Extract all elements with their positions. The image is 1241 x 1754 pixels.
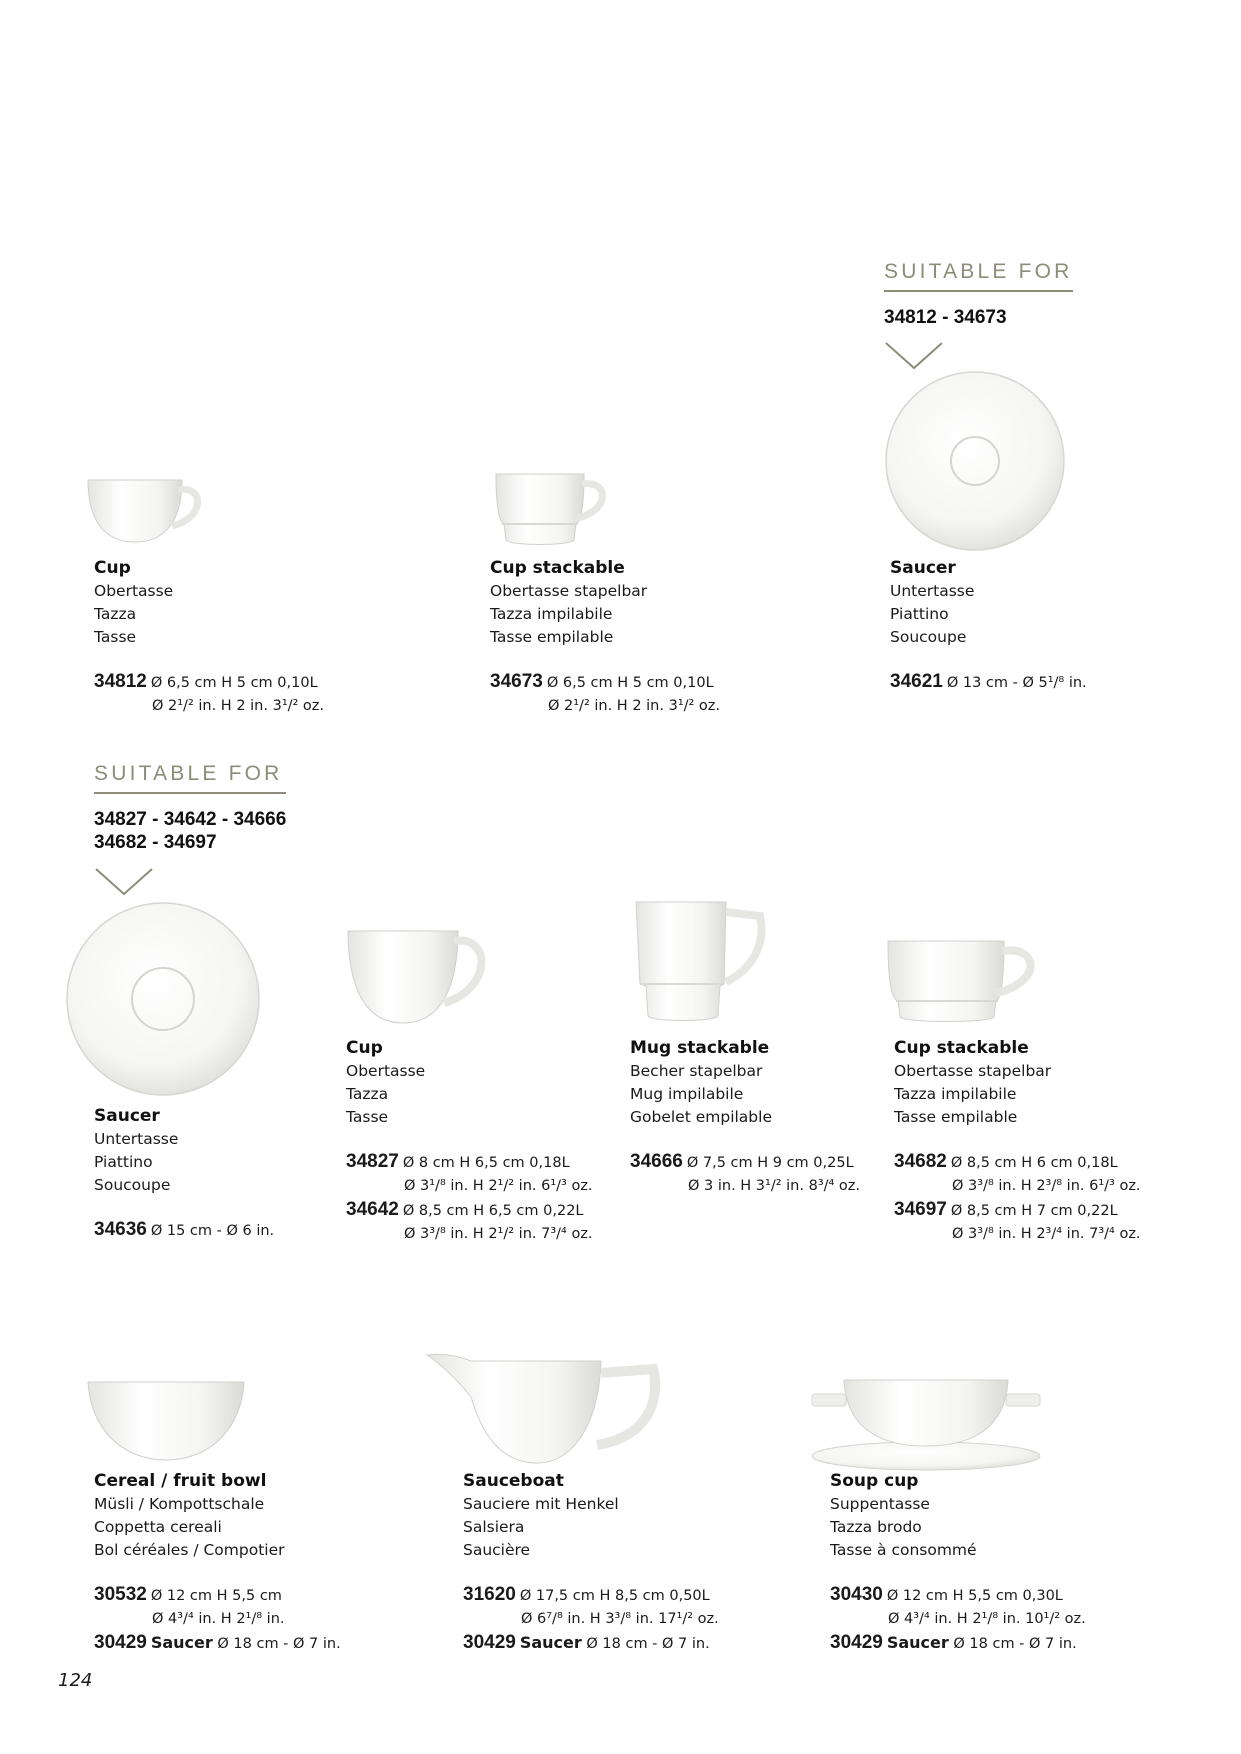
product-name: Soup cup bbox=[830, 1471, 919, 1491]
spec-imperial: Ø 3³/⁸ in. H 2³/⁸ in. 6¹/³ oz. bbox=[952, 1178, 1141, 1194]
product-translations bbox=[890, 580, 974, 649]
chevron-down-icon bbox=[884, 340, 944, 372]
product-saucer-34621 bbox=[890, 557, 974, 649]
suitable-for-codes bbox=[884, 306, 1073, 329]
saucer-spec: Ø 18 cm - Ø 7 in. bbox=[217, 1636, 341, 1652]
spec-metric: Ø 8 cm H 6,5 cm 0,18L bbox=[402, 1155, 570, 1171]
cup-stackable-image bbox=[886, 935, 1046, 1029]
spec-imperial: Ø 3³/⁸ in. H 2¹/² in. 7³/⁴ oz. bbox=[404, 1226, 593, 1242]
spec-imperial: Ø 6⁷/⁸ in. H 3³/⁸ in. 17¹/² oz. bbox=[521, 1611, 719, 1627]
cup-image bbox=[86, 470, 206, 550]
product-translation: Gobelet empilable bbox=[630, 1108, 772, 1126]
product-translation: Saucière bbox=[463, 1541, 531, 1559]
suitable-for-code-line: 34827 - 34642 - 34666 bbox=[94, 809, 287, 830]
product-translations bbox=[894, 1060, 1051, 1129]
suitable-for-codes bbox=[94, 808, 286, 854]
product-name: Mug stackable bbox=[630, 1038, 770, 1058]
product-translation: Becher stapelbar bbox=[630, 1062, 763, 1080]
product-translation: Tasse à consommé bbox=[830, 1541, 977, 1559]
saucer-code: 30429 bbox=[830, 1632, 883, 1653]
product-translations bbox=[94, 580, 173, 649]
product-spec bbox=[463, 1583, 719, 1656]
spec-imperial: Ø 2¹/² in. H 2 in. 3¹/² oz. bbox=[548, 698, 721, 714]
product-translations bbox=[94, 1493, 285, 1562]
product-translations bbox=[463, 1493, 619, 1562]
spec-imperial: Ø 2¹/² in. H 2 in. 3¹/² oz. bbox=[152, 698, 325, 714]
spec-metric: Ø 8,5 cm H 6 cm 0,18L bbox=[950, 1155, 1118, 1171]
suitable-for-code-line: 34812 - 34673 bbox=[884, 307, 1007, 328]
product-translation: Soucoupe bbox=[890, 628, 967, 646]
article-code: 34636 bbox=[94, 1219, 147, 1240]
spec-imperial: Ø 3³/⁸ in. H 2³/⁴ in. 7³/⁴ oz. bbox=[952, 1226, 1141, 1242]
product-translation: Tasse empilable bbox=[490, 628, 614, 646]
product-name: Cup bbox=[94, 558, 131, 578]
article-code: 34812 bbox=[94, 671, 147, 692]
saucer-spec: Ø 18 cm - Ø 7 in. bbox=[953, 1636, 1077, 1652]
product-translation: Tasse bbox=[346, 1108, 389, 1126]
product-translations bbox=[346, 1060, 425, 1129]
suitable-for-title: SUITABLE FOR bbox=[94, 762, 286, 794]
saucer-code: 30429 bbox=[94, 1632, 147, 1653]
article-code: 34697 bbox=[894, 1199, 947, 1220]
product-cup-34812 bbox=[94, 557, 173, 649]
product-spec bbox=[490, 670, 720, 718]
product-spec bbox=[830, 1583, 1086, 1656]
saucer-label: Saucer bbox=[150, 1633, 213, 1652]
article-code: 30532 bbox=[94, 1584, 147, 1605]
saucer-code: 30429 bbox=[463, 1632, 516, 1653]
article-code: 34621 bbox=[890, 671, 943, 692]
product-translation: Tazza impilabile bbox=[490, 605, 613, 623]
spec-metric: Ø 8,5 cm H 6,5 cm 0,22L bbox=[402, 1203, 584, 1219]
product-cereal-bowl-30532 bbox=[94, 1470, 285, 1562]
product-translation: Suppentasse bbox=[830, 1495, 930, 1513]
spec-metric: Ø 6,5 cm H 5 cm 0,10L bbox=[150, 675, 318, 691]
article-code: 34682 bbox=[894, 1151, 947, 1172]
product-translation: Obertasse bbox=[94, 582, 174, 600]
saucer-label: Saucer bbox=[519, 1633, 582, 1652]
product-translation: Tasse empilable bbox=[894, 1108, 1018, 1126]
product-translation: Piattino bbox=[890, 605, 949, 623]
product-name: Sauceboat bbox=[463, 1471, 564, 1491]
spec-metric: Ø 12 cm H 5,5 cm 0,30L bbox=[886, 1588, 1063, 1604]
article-code: 34666 bbox=[630, 1151, 683, 1172]
product-name: Cup bbox=[346, 1038, 383, 1058]
product-translation: Mug impilabile bbox=[630, 1085, 744, 1103]
spec-imperial: Ø 4³/⁴ in. H 2¹/⁸ in. 10¹/² oz. bbox=[888, 1611, 1086, 1627]
spec-metric: Ø 13 cm - Ø 5¹/⁸ in. bbox=[946, 675, 1087, 691]
product-translation: Untertasse bbox=[94, 1130, 179, 1148]
product-spec bbox=[890, 670, 1087, 695]
product-cup-stackable-34682 bbox=[894, 1037, 1051, 1129]
product-translation: Tazza impilabile bbox=[894, 1085, 1017, 1103]
cup-stackable-image bbox=[490, 466, 614, 552]
suitable-for-block-top bbox=[884, 260, 1073, 329]
product-translation: Tasse bbox=[94, 628, 137, 646]
product-spec bbox=[346, 1150, 593, 1246]
article-code: 34642 bbox=[346, 1199, 399, 1220]
article-code: 34673 bbox=[490, 671, 543, 692]
product-translations bbox=[830, 1493, 977, 1562]
spec-metric: Ø 8,5 cm H 7 cm 0,22L bbox=[950, 1203, 1118, 1219]
product-name: Saucer bbox=[94, 1106, 160, 1126]
page-number: 124 bbox=[58, 1670, 93, 1691]
product-translation: Salsiera bbox=[463, 1518, 525, 1536]
product-translation: Coppetta cereali bbox=[94, 1518, 222, 1536]
product-saucer-34636 bbox=[94, 1105, 178, 1197]
spec-imperial: Ø 3 in. H 3¹/² in. 8³/⁴ oz. bbox=[688, 1178, 861, 1194]
suitable-for-title: SUITABLE FOR bbox=[884, 260, 1073, 292]
product-sauceboat-31620 bbox=[463, 1470, 619, 1562]
mug-stackable-image bbox=[630, 898, 770, 1024]
suitable-for-code-line: 34682 - 34697 bbox=[94, 832, 217, 853]
product-soup-cup-30430 bbox=[830, 1470, 977, 1562]
product-translation: Untertasse bbox=[890, 582, 975, 600]
cereal-bowl-image bbox=[86, 1378, 246, 1466]
spec-metric: Ø 7,5 cm H 9 cm 0,25L bbox=[686, 1155, 854, 1171]
product-cup-stackable-34673 bbox=[490, 557, 647, 649]
article-code: 34827 bbox=[346, 1151, 399, 1172]
cup-image bbox=[346, 925, 496, 1029]
chevron-down-icon bbox=[94, 866, 154, 898]
spec-metric: Ø 17,5 cm H 8,5 cm 0,50L bbox=[519, 1588, 710, 1604]
article-code: 30430 bbox=[830, 1584, 883, 1605]
product-cup-34827 bbox=[346, 1037, 425, 1129]
product-translations bbox=[630, 1060, 772, 1129]
product-translations bbox=[94, 1128, 178, 1197]
product-mug-stackable-34666 bbox=[630, 1037, 772, 1129]
product-translation: Obertasse bbox=[346, 1062, 426, 1080]
product-translation: Tazza bbox=[94, 605, 137, 623]
product-name: Cup stackable bbox=[490, 558, 625, 578]
spec-imperial: Ø 3¹/⁸ in. H 2¹/² in. 6¹/³ oz. bbox=[404, 1178, 593, 1194]
product-translation: Sauciere mit Henkel bbox=[463, 1495, 619, 1513]
suitable-for-block-left bbox=[94, 762, 286, 854]
product-translation: Tazza bbox=[346, 1085, 389, 1103]
spec-imperial: Ø 4³/⁴ in. H 2¹/⁸ in. bbox=[152, 1611, 285, 1627]
product-spec bbox=[630, 1150, 860, 1198]
product-spec bbox=[94, 1583, 341, 1656]
product-spec bbox=[94, 670, 324, 718]
product-translation: Obertasse stapelbar bbox=[490, 582, 648, 600]
product-spec bbox=[894, 1150, 1141, 1246]
product-spec bbox=[94, 1218, 274, 1243]
product-name: Cereal / fruit bowl bbox=[94, 1471, 267, 1491]
spec-metric: Ø 6,5 cm H 5 cm 0,10L bbox=[546, 675, 714, 691]
product-name: Cup stackable bbox=[894, 1038, 1029, 1058]
product-translations bbox=[490, 580, 647, 649]
product-translation: Piattino bbox=[94, 1153, 153, 1171]
product-translation: Obertasse stapelbar bbox=[894, 1062, 1052, 1080]
spec-metric: Ø 15 cm - Ø 6 in. bbox=[150, 1223, 275, 1239]
saucer-spec: Ø 18 cm - Ø 7 in. bbox=[586, 1636, 710, 1652]
saucer-image bbox=[64, 900, 262, 1098]
product-name: Saucer bbox=[890, 558, 956, 578]
saucer-label: Saucer bbox=[886, 1633, 949, 1652]
product-translation: Müsli / Kompottschale bbox=[94, 1495, 265, 1513]
product-translation: Soucoupe bbox=[94, 1176, 171, 1194]
spec-metric: Ø 12 cm H 5,5 cm bbox=[150, 1588, 282, 1604]
product-translation: Tazza brodo bbox=[830, 1518, 922, 1536]
soup-cup-image bbox=[808, 1372, 1044, 1478]
article-code: 31620 bbox=[463, 1584, 516, 1605]
saucer-image bbox=[884, 370, 1066, 552]
product-translation: Bol céréales / Compotier bbox=[94, 1541, 285, 1559]
sauceboat-image bbox=[425, 1345, 669, 1469]
